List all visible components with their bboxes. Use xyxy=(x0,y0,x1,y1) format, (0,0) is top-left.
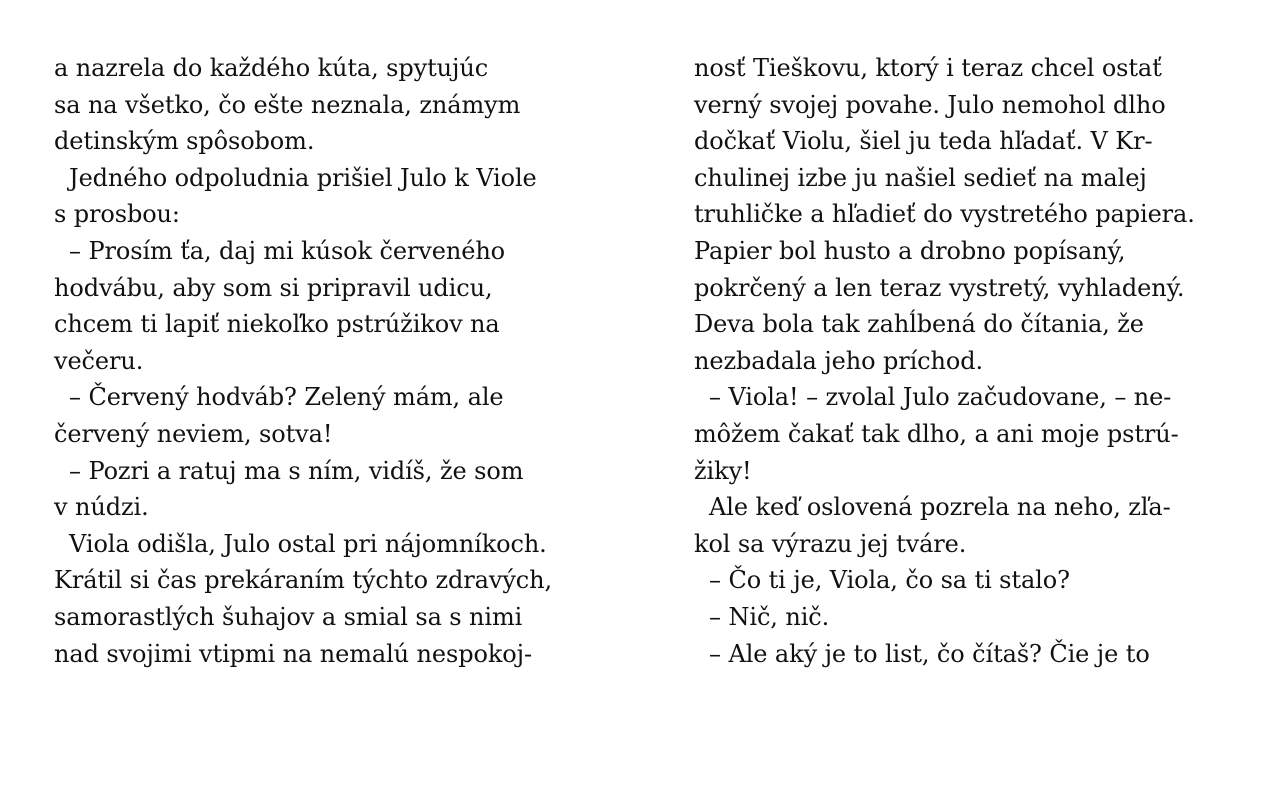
text-line: – Čo ti je, Viola, čo sa ti stalo? xyxy=(694,566,1070,595)
text-line: Jedného odpoludnia prišiel Julo k Viole xyxy=(54,163,537,192)
text-line: verný svojej povahe. Julo nemohol dlho xyxy=(694,90,1166,119)
text-line: červený neviem, sotva! xyxy=(54,419,333,448)
text-line: nezbadala jeho príchod. xyxy=(694,346,983,375)
text-line: – Nič, nič. xyxy=(694,602,830,631)
left-page-text xyxy=(54,50,614,672)
text-line: a nazrela do každého kúta, spytujúc xyxy=(54,54,489,82)
text-line: s prosbou: xyxy=(54,200,180,229)
text-line: chulinej izbe ju našiel sedieť na malej xyxy=(694,163,1147,192)
text-line: kol sa výrazu jej tváre. xyxy=(694,529,967,558)
text-line: – Ale aký je to list, čo čítaš? Čie je to xyxy=(694,639,1150,668)
text-line: hodvábu, aby som si pripravil udicu, xyxy=(54,273,493,302)
text-line: večeru. xyxy=(54,346,144,375)
text-line: Papier bol husto a drobno popísaný, xyxy=(694,236,1126,265)
text-line: Ale keď oslovená pozrela na neho, zľa- xyxy=(694,493,1171,522)
text-line: nad svojimi vtipmi na nemalú nespokoj- xyxy=(54,639,532,668)
text-line: – Pozri a ratuj ma s ním, vidíš, že som xyxy=(54,456,524,485)
text-line: môžem čakať tak dlho, a ani moje pstrú- xyxy=(694,419,1179,448)
text-line: detinským spôsobom. xyxy=(54,127,315,156)
text-line: nosť Tieškovu, ktorý i teraz chcel ostať xyxy=(694,54,1162,82)
text-line: dočkať Violu, šiel ju teda hľadať. V Kr- xyxy=(694,127,1153,156)
text-line: pokrčený a len teraz vystretý, vyhladený. xyxy=(694,273,1185,302)
text-line: v núdzi. xyxy=(54,493,149,522)
text-line: samorastlých šuhajov a smial sa s nimi xyxy=(54,602,523,631)
text-line: Viola odišla, Julo ostal pri nájomníkoch. xyxy=(54,529,547,558)
right-page-text xyxy=(694,50,1254,672)
text-line: chcem ti lapiť niekoľko pstrúžikov na xyxy=(54,310,500,339)
text-line: Krátil si čas prekáraním týchto zdravých, xyxy=(54,566,553,595)
text-line: – Viola! – zvolal Julo začudovane, – ne- xyxy=(694,383,1172,412)
text-line: sa na všetko, čo ešte neznala, známym xyxy=(54,90,521,119)
text-line: truhličke a hľadieť do vystretého papiera. xyxy=(694,200,1195,229)
text-line: Deva bola tak zahĺbená do čítania, že xyxy=(694,310,1144,339)
text-line: – Červený hodváb? Zelený mám, ale xyxy=(54,383,504,412)
text-line: – Prosím ťa, daj mi kúsok červeného xyxy=(54,236,506,265)
text-line: žiky! xyxy=(694,456,752,485)
